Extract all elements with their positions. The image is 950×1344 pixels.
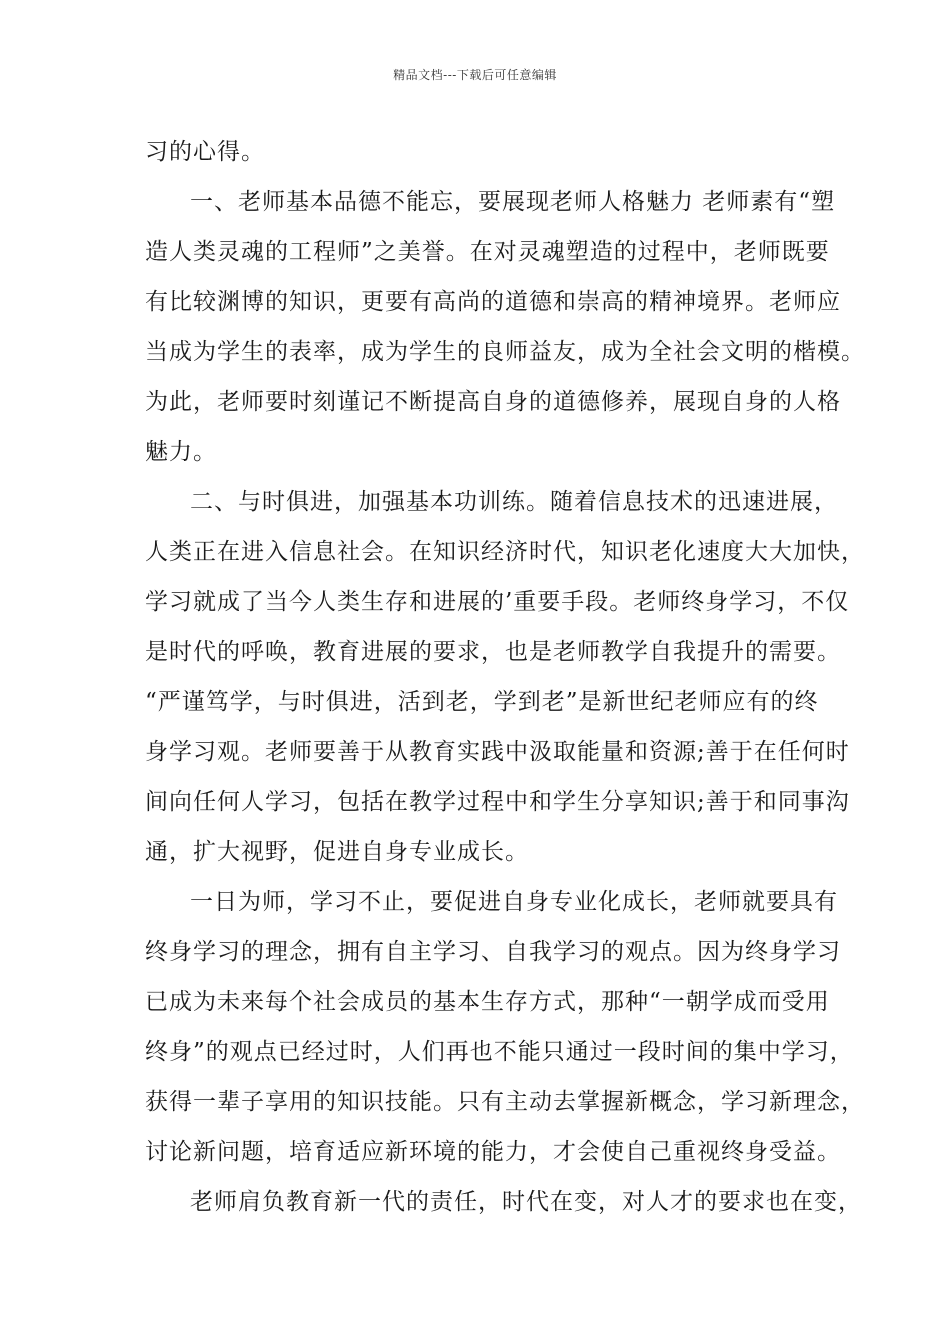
text-line: 老师肩负教育新一代的责任，时代在变，对人才的要求也在变，	[190, 1189, 862, 1215]
text-line: 当成为学生的表率，成为学生的良师益友，成为全社会文明的楷模。	[145, 339, 865, 365]
text-line: 学习就成了当今人类生存和进展的’重要手段。老师终身学习，不仅	[145, 589, 850, 615]
text-line: 二、与时俱进，加强基本功训练。随着信息技术的迅速进展，	[190, 489, 838, 515]
text-line: 通，扩大视野，促进自身专业成长。	[145, 839, 529, 865]
text-line: 讨论新问题，培育适应新环境的能力，才会使自己重视终身受益。	[145, 1139, 841, 1165]
text-line: “严谨笃学，与时俱进，活到老，学到老”是新世纪老师应有的终	[145, 689, 819, 715]
text-line: 习的心得。	[145, 139, 265, 165]
text-line: 终身”的观点已经过时，人们再也不能只通过一段时间的集中学习，	[145, 1039, 854, 1065]
text-line: 终身学习的理念，拥有自主学习、自我学习的观点。因为终身学习	[145, 939, 841, 965]
text-line: 为此，老师要时刻谨记不断提高自身的道德修养，展现自身的人格	[145, 389, 841, 415]
text-line: 已成为未来每个社会成员的基本生存方式，那种“一朝学成而受用	[145, 989, 830, 1015]
text-line: 有比较渊博的知识，更要有高尚的道德和崇高的精神境界。老师应	[145, 289, 841, 315]
text-line: 造人类灵魂的工程师”之美誉。在对灵魂塑造的过程中，老师既要	[145, 239, 830, 265]
text-line: 一、老师基本品德不能忘，要展现老师人格魅力 老师素有“塑	[190, 189, 836, 215]
text-line: 获得一辈子享用的知识技能。只有主动去掌握新概念，学习新理念，	[145, 1089, 865, 1115]
text-line: 是时代的呼唤，教育进展的要求，也是老师教学自我提升的需要。	[145, 639, 841, 665]
text-line: 人类正在进入信息社会。在知识经济时代，知识老化速度大大加快，	[145, 539, 865, 565]
text-line: 间向任何人学习，包括在教学过程中和学生分享知识;善于和同事沟	[145, 789, 850, 815]
text-line: 身学习观。老师要善于从教育实践中汲取能量和资源;善于在任何时	[145, 739, 850, 765]
text-line: 魅力。	[145, 439, 217, 465]
page-header: 精品文档---下载后可任意编辑	[393, 68, 557, 82]
document-body	[145, 133, 865, 1233]
text-line: 一日为师，学习不止，要促进自身专业化成长，老师就要具有	[190, 889, 838, 915]
